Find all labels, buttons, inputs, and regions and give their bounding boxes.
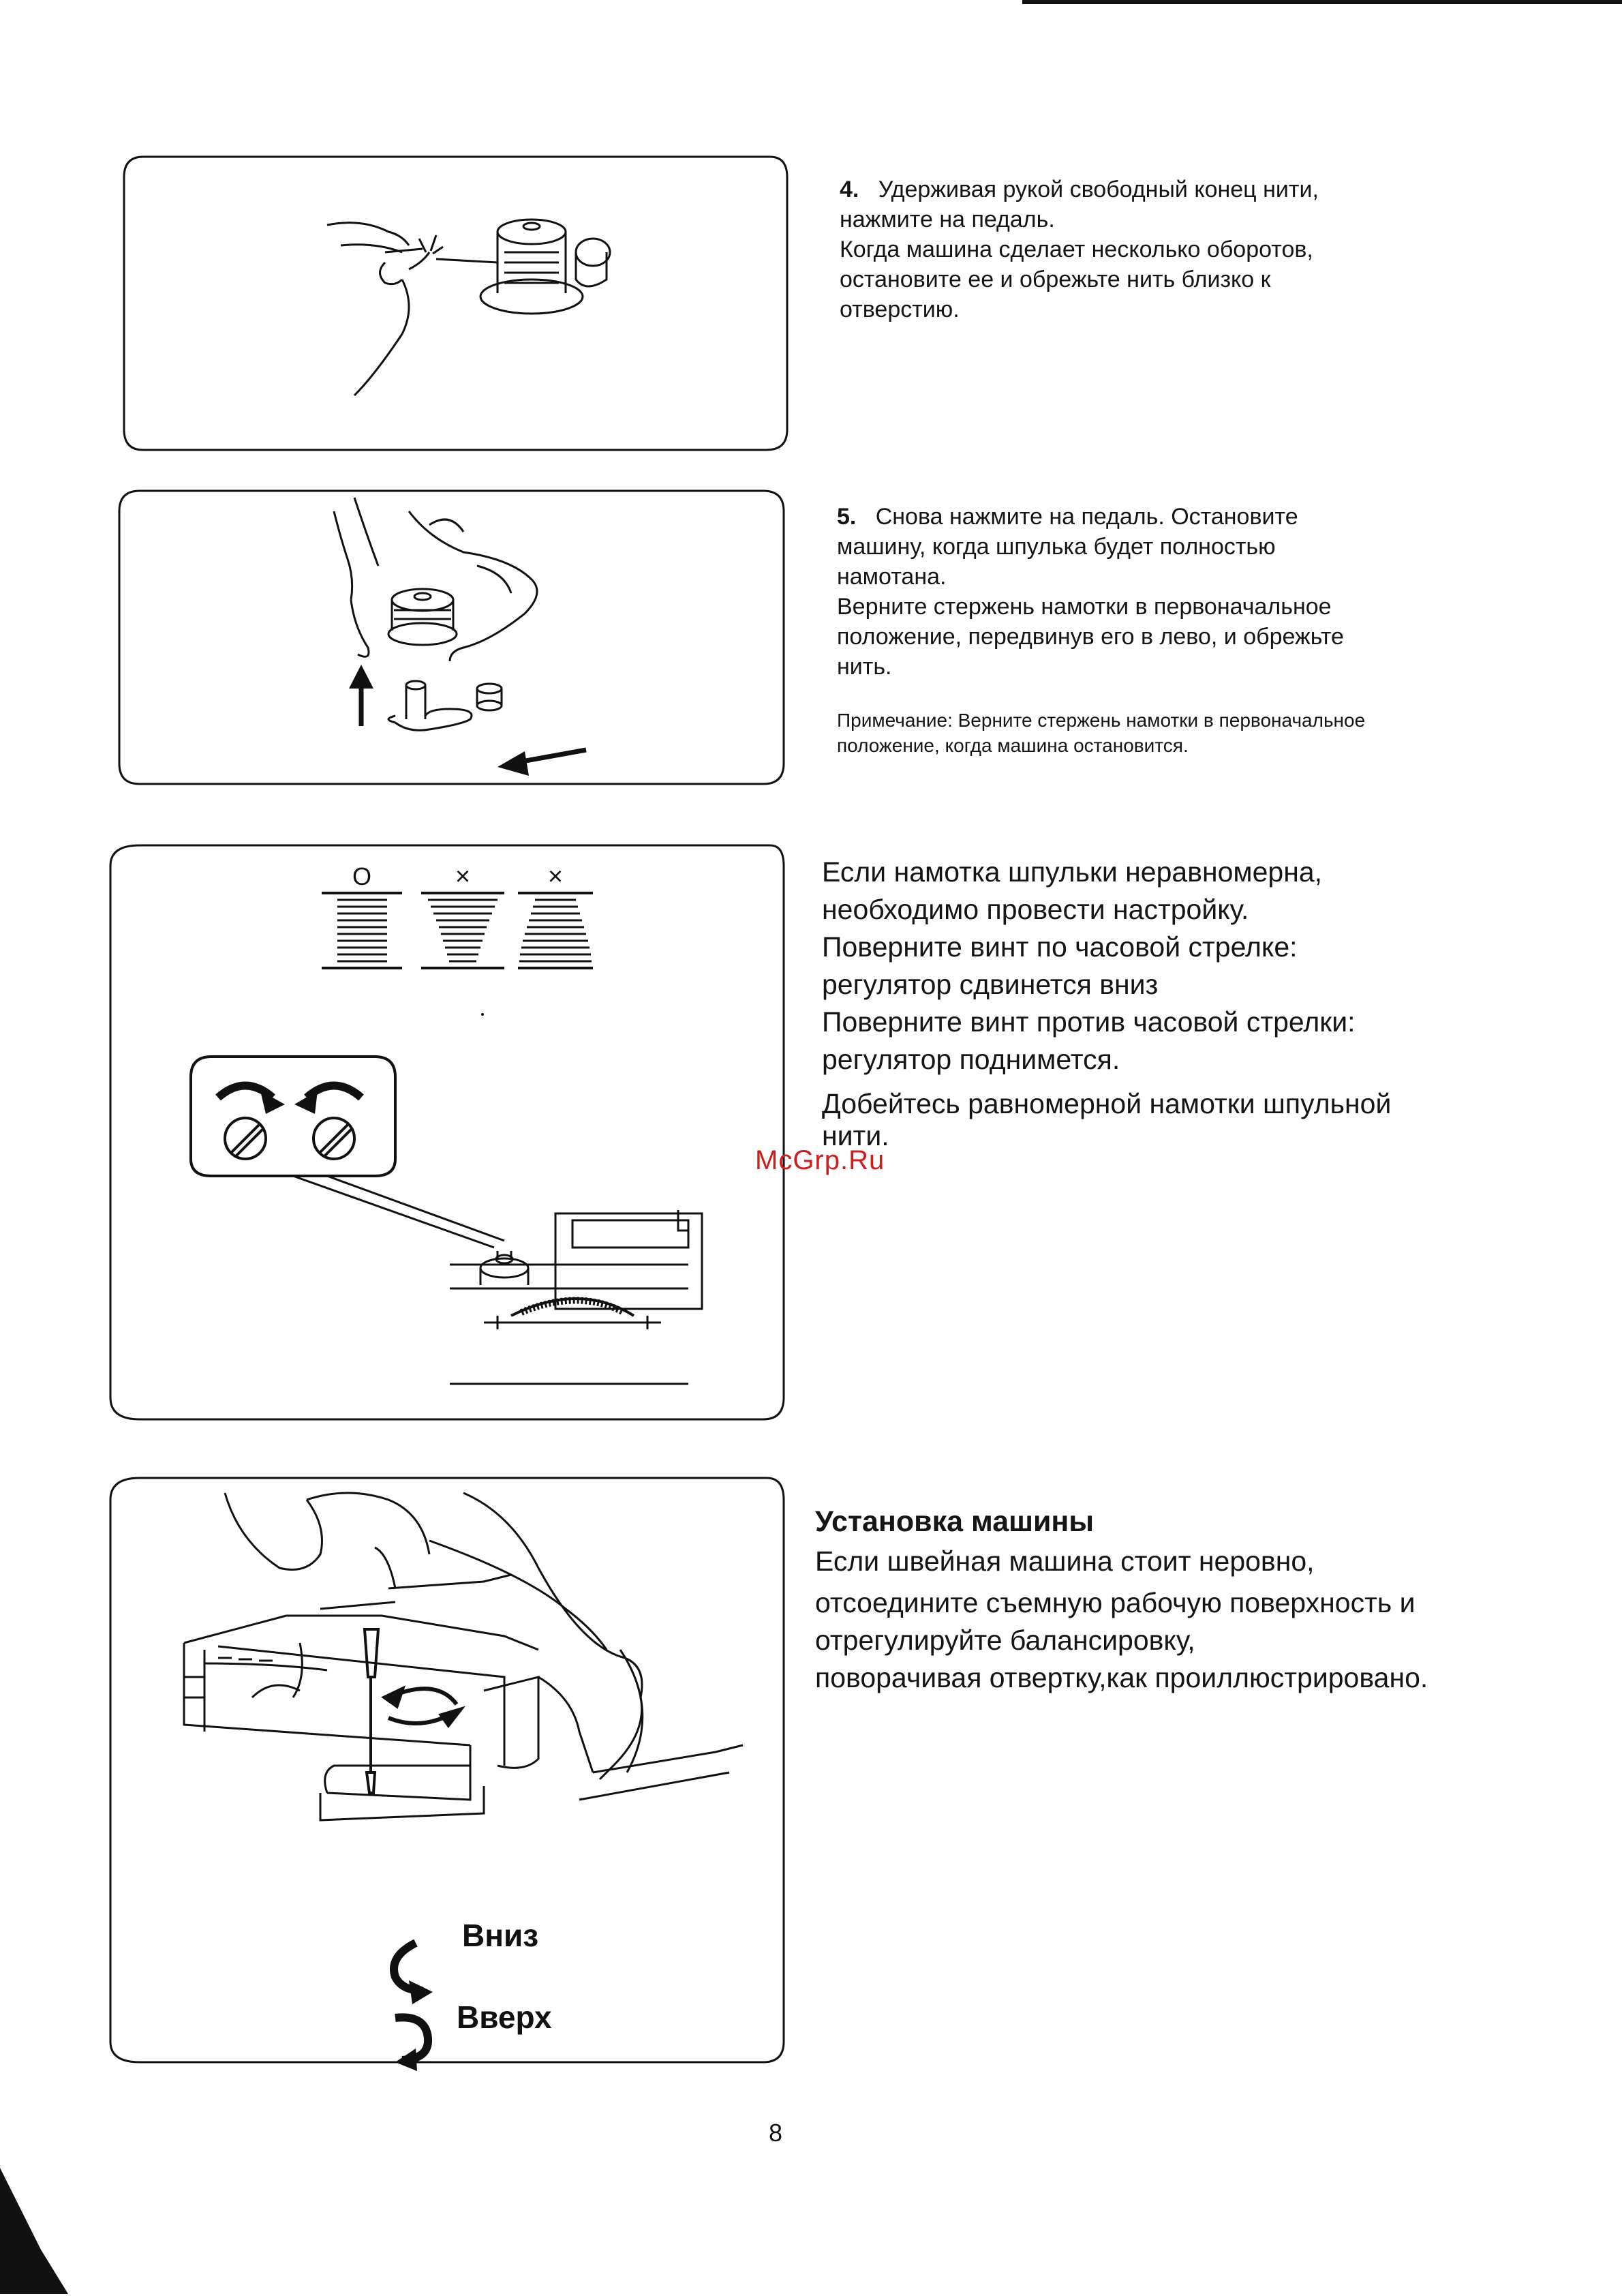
adjust-line-1: Если намотка шпульки неравномерна, [822,856,1323,888]
winder-regulator-drawing [450,1210,702,1384]
bobbin-adjust-illustration-panel [102,839,791,1432]
hand-icon [327,223,429,395]
counterclockwise-arrow-icon [294,1086,361,1115]
step5-line-5: положение, передвинув его в лево, и обрежьте [837,624,1344,650]
step5-line-4: Верните стержень намотки в первоначальное [837,594,1332,620]
bobbin-icon [388,589,457,645]
step5-number: 5. [837,504,857,530]
top-edge-line [1022,0,1622,4]
up-arrow-icon [349,665,373,726]
bobbin-uneven-bottom-mark: × [455,862,471,891]
bobbin-winder-icon [480,220,610,314]
step4-line-5: отверстию. [840,297,960,322]
step5-illustration [109,484,791,791]
install-section [815,1505,1599,1697]
bobbin-adjust-illustration [102,839,791,1432]
step5-line-2: машину, когда шпулька будет полностью [837,534,1276,560]
adjust-line-4: регулятор сдвинется вниз [822,969,1159,1000]
legend-up-label: Вверх [457,1999,552,2035]
bobbin-uneven-top-icon [518,893,593,968]
step5-note-line-1: Примечание: Верните стержень намотки в первоначальное [837,710,1366,731]
bobbin-even-mark: O [352,862,372,890]
install-heading: Установка машины [815,1505,1095,1538]
rotate-both-ways-icon [385,1689,460,1725]
step4-line-3: Когда машина сделает несколько оборотов, [840,237,1313,262]
step5-note [837,708,1573,758]
machine-level-illustration [102,1472,784,2072]
sewing-machine-drawing [184,1493,743,1820]
clockwise-arrow-icon [218,1086,285,1115]
step5-illustration-panel [109,484,791,791]
step5-line-1: Снова нажмите на педаль. Остановите [875,504,1298,530]
screwdriver-icon [365,1629,378,1793]
adjust-line-8: нити. [822,1120,889,1151]
adjust-line-3: Поверните винт по часовой стрелке: [822,931,1298,963]
legend-down-label: Вниз [462,1918,539,1953]
step5-note-line-2: положение, когда машина остановится. [837,735,1189,756]
install-line-2: отсоедините съемную рабочую поверхность и [815,1587,1416,1618]
adjust-line-5: Поверните винт против часовой стрелки: [822,1006,1356,1038]
step5-line-6: нить. [837,654,892,680]
install-line-3: отрегулируйте балансировку, [815,1625,1195,1656]
step4-illustration [116,150,791,457]
install-line-1: Если швейная машина стоит неровно, [815,1545,1315,1577]
step4-line-2: нажмите на педаль. [840,207,1055,232]
winder-spindle-icon [388,681,472,730]
step4-text [840,175,1521,324]
step5-text [837,502,1552,682]
machine-level-illustration-panel [102,1472,784,2072]
scan-corner-mark [0,2168,82,2296]
adjust-line-6: регулятор поднимется. [822,1044,1120,1075]
step4-illustration-panel [116,150,791,457]
screw-icon [313,1118,354,1159]
hand-icon [334,498,537,661]
page-number: 8 [769,2119,783,2147]
install-line-4: поворачивая отвертку,как проиллюстрировано. [815,1662,1428,1693]
bobbin-uneven-bottom-icon [421,893,504,968]
screw-icon [225,1118,266,1159]
step4-number: 4. [840,177,859,202]
down-turn-icon [394,1943,433,2004]
adjust-line-7: Добейтесь равномерной намотки шпульной [822,1088,1392,1119]
left-arrow-icon [498,750,586,776]
adjust-line-2: необходимо провести настройку. [822,894,1249,925]
bobbin-even-icon [322,893,402,968]
bobbin-adjust-text [822,854,1585,1155]
bobbin-cap-icon [477,684,502,710]
step5-line-3: намотана. [837,564,947,590]
bobbin-uneven-top-mark: × [547,862,564,891]
step4-line-4: остановите ее и обрежьте нить близко к [840,267,1271,292]
step4-line-1: Удерживая рукой свободный конец нити, [878,177,1319,202]
watermark: McGrp.Ru [755,1145,885,1175]
